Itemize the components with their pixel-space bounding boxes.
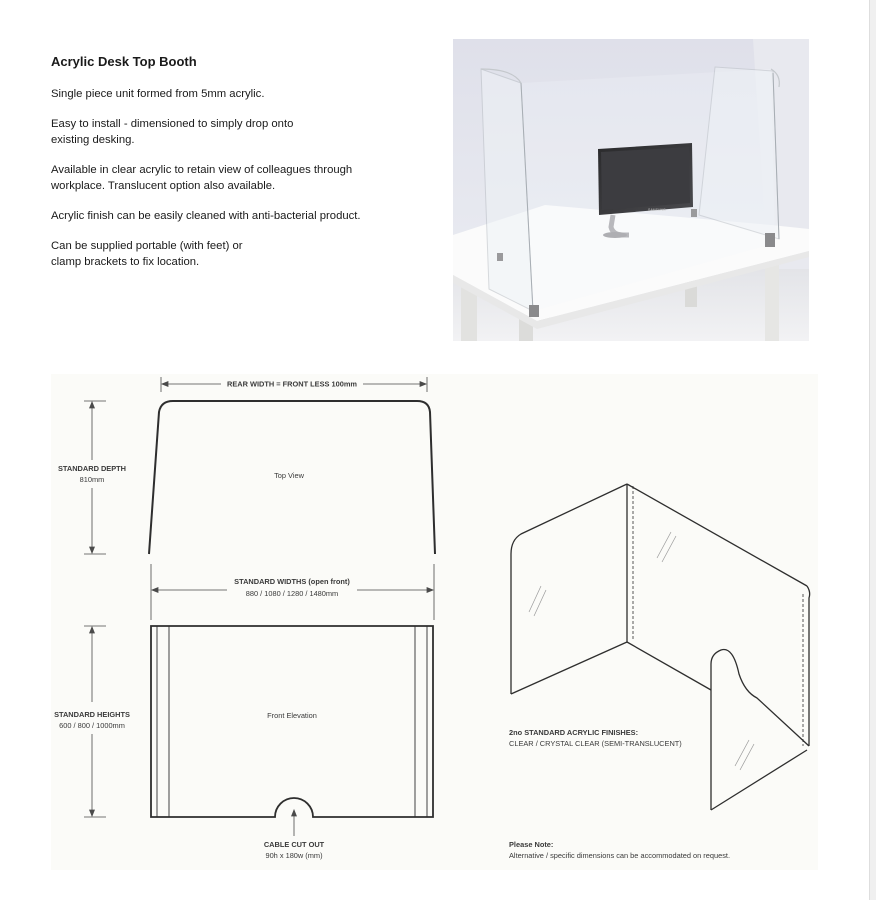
- isometric-booth: [511, 484, 810, 810]
- product-title: Acrylic Desk Top Booth: [51, 54, 197, 69]
- cable-arrow: [292, 810, 297, 836]
- note-value: Alternative / specific dimensions can be accommodated on request.: [509, 851, 731, 860]
- description-paragraph: Can be supplied portable (with feet) or clamp brackets to fix location.: [51, 240, 243, 268]
- description-paragraph: Easy to install - dimensioned to simply drop onto existing desking.: [51, 118, 294, 146]
- cable-value: 90h x 180w (mm): [265, 851, 323, 860]
- product-description: [51, 54, 411, 284]
- heights-label: STANDARD HEIGHTS: [54, 710, 130, 719]
- top-view-label: Top View: [274, 471, 304, 480]
- front-elevation-label: Front Elevation: [267, 711, 317, 720]
- description-paragraph: Single piece unit formed from 5mm acrylic.: [51, 88, 265, 100]
- monitor-brand: SAMSUNG: [648, 208, 666, 212]
- description-paragraph: Acrylic finish can be easily cleaned with anti-bacterial product.: [51, 210, 361, 222]
- depth-value: 810mm: [79, 475, 105, 484]
- scrollbar-edge[interactable]: [869, 0, 876, 900]
- finishes-label: 2no STANDARD ACRYLIC FINISHES:: [509, 728, 639, 737]
- finishes-value: CLEAR / CRYSTAL CLEAR (SEMI-TRANSLUCENT): [509, 739, 682, 748]
- rear-width-label: REAR WIDTH = FRONT LESS 100mm: [227, 379, 357, 389]
- widths-label: STANDARD WIDTHS (open front): [234, 577, 350, 586]
- depth-label: STANDARD DEPTH: [57, 464, 127, 473]
- cable-label: CABLE CUT OUT: [263, 840, 325, 849]
- front-elevation: [151, 626, 433, 817]
- technical-drawing: [51, 374, 818, 870]
- description-paragraph: Available in clear acrylic to retain view of colleagues through workplace. Translucent option also available.: [51, 164, 353, 192]
- note-label: Please Note:: [509, 840, 554, 849]
- product-photo: [453, 39, 809, 341]
- heights-value: 600 / 800 / 1000mm: [59, 721, 125, 730]
- widths-value: 880 / 1080 / 1280 / 1480mm: [245, 589, 339, 598]
